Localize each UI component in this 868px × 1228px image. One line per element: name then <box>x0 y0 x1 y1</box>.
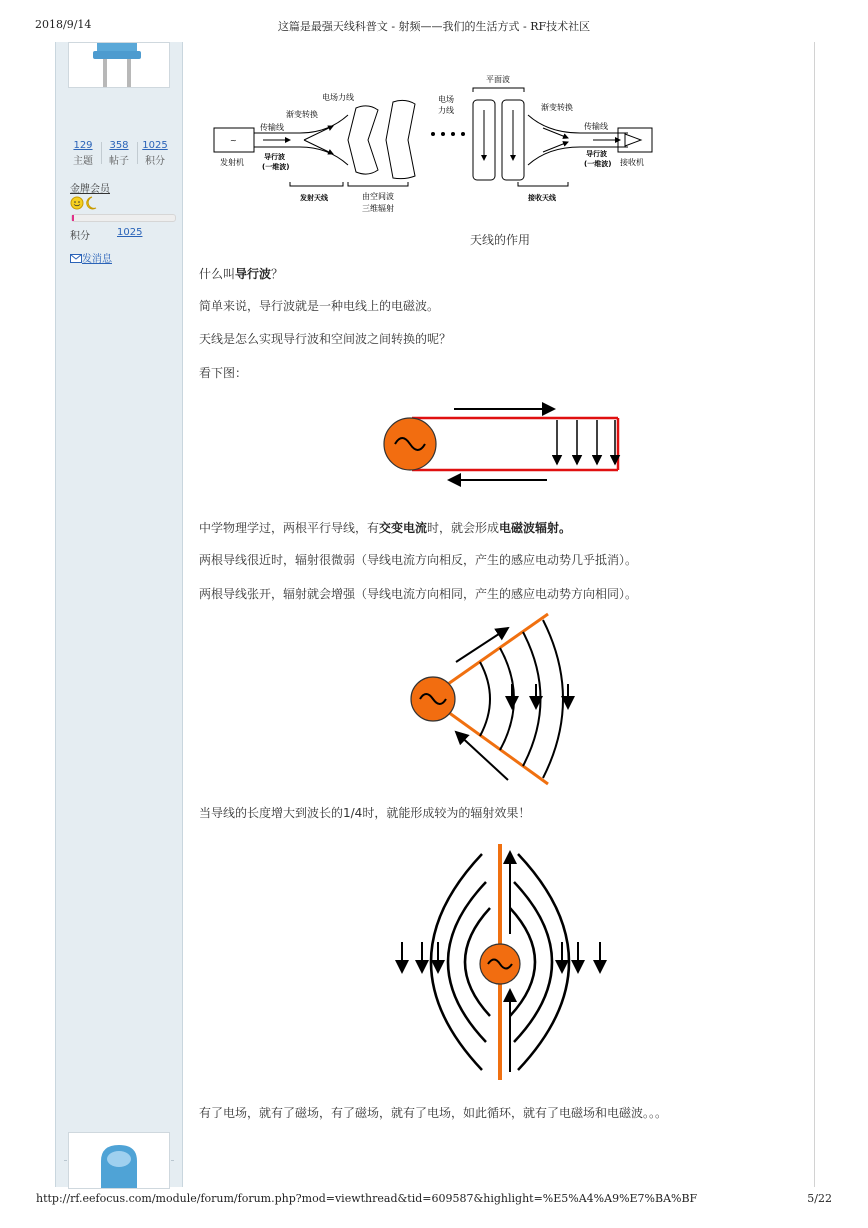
rx-antenna-label: 接收天线 <box>528 194 556 202</box>
plane-wave-label: 平面波 <box>486 75 510 84</box>
led-avatar-image <box>69 1133 169 1188</box>
avatar[interactable] <box>68 42 170 88</box>
receiver-box <box>618 128 652 152</box>
antenna-role-diagram <box>208 70 668 220</box>
print-header <box>0 18 868 34</box>
taper-left-label: 渐变转换 <box>286 110 318 119</box>
paragraph-conversion-question: 天线是怎么实现导行波和空间波之间转换的呢？ <box>199 332 452 346</box>
oned-left-label: (一维波) <box>262 163 290 171</box>
p1-text-a: 什么叫 <box>199 267 236 281</box>
paragraph-physics <box>199 519 571 536</box>
transmitter-label: 发射机 <box>220 158 244 167</box>
efield-mid-label-2: 力线 <box>438 106 454 115</box>
paragraph-open-wires: 两根导线张开，辐射就会增强（导线电流方向相同，产生的感应电动势方向相同）。 <box>199 587 638 601</box>
paragraph-guided-wave-question <box>199 265 283 282</box>
level-progress-fill <box>72 215 74 221</box>
p1-bold: 导行波 <box>235 267 272 281</box>
paragraph-definition: 简单来说，导行波就是一种电线上的电磁波。 <box>199 299 440 313</box>
p5-text-a: 中学物理学过，两根平行导线，有 <box>199 521 380 535</box>
print-date: 2018/9/14 <box>35 18 92 31</box>
stat-credits-value[interactable]: 1025 <box>142 140 168 151</box>
print-footer <box>0 1192 868 1208</box>
user-rank-link[interactable]: 金牌会员 <box>70 184 110 195</box>
print-url: http://rf.eefocus.com/module/forum/forum.php?mod=viewthread&tid=609587&highlight=%E5%A4%A9%E7%BA%BF <box>36 1192 698 1205</box>
efield-mid-label-1: 电场 <box>438 95 454 104</box>
p5-bold-radiation: 电磁波辐射。 <box>499 521 572 535</box>
print-page-number: 5/22 <box>807 1192 832 1205</box>
guided-right-label: 导行波 <box>586 150 607 158</box>
stat-posts-label: 帖子 <box>109 156 129 167</box>
level-progress-bar <box>71 214 176 222</box>
guided-left-label: 导行波 <box>264 153 285 161</box>
paragraph-em-wave: 有了电场，就有了磁场，有了磁场，就有了电场，如此循环，就有了电磁场和电磁波。。。 <box>199 1106 668 1120</box>
led-avatar-image <box>69 43 169 87</box>
credits-value[interactable]: 1025 <box>117 227 143 238</box>
space-wave-label-2: 三维辐射 <box>362 204 394 213</box>
oned-right-label: (一维波) <box>584 160 612 168</box>
space-wave-label-1: 由空间波 <box>362 192 394 201</box>
dipole-field-diagram <box>390 842 620 1082</box>
stat-posts[interactable] <box>102 140 136 167</box>
author-sidebar <box>55 42 183 1187</box>
stat-credits-label: 积分 <box>145 156 165 167</box>
p5-text-c: 时，就会形成 <box>427 521 500 535</box>
tline-right-label: 传输线 <box>584 122 608 131</box>
tline-left-label: 传输线 <box>260 123 284 132</box>
receiver-label: 接收机 <box>620 158 644 167</box>
paragraph-see-figure: 看下图： <box>199 366 248 380</box>
avatar[interactable] <box>68 1132 170 1189</box>
paragraph-quarter-wave: 当导线的长度增大到波长的1/4时，就能形成较为的辐射效果！ <box>199 806 531 820</box>
tx-antenna-label: 发射天线 <box>300 194 328 202</box>
credits-label: 积分 <box>70 231 90 242</box>
print-title: 这篇是最强天线科普文 - 射频——我们的生活方式 - RF技术社区 <box>277 20 591 33</box>
p1-text-c: ？ <box>271 267 284 281</box>
taper-right-label: 渐变转换 <box>541 103 573 112</box>
send-message-link[interactable] <box>70 250 112 265</box>
divider <box>814 42 815 1187</box>
paragraph-close-wires: 两根导线很近时，辐射很微弱（导线电流方向相反，产生的感应电动势几乎抵消）。 <box>199 553 638 567</box>
envelope-icon <box>70 254 82 263</box>
sun-moon-icon <box>70 196 100 210</box>
figure-caption: 天线的作用 <box>469 233 530 247</box>
tilde-label: ~ <box>230 136 237 145</box>
rank-icons <box>70 196 100 214</box>
stat-posts-value[interactable]: 358 <box>109 140 129 151</box>
stat-topics[interactable] <box>66 140 100 167</box>
send-message-label[interactable]: 发消息 <box>82 254 112 265</box>
p5-bold-ac: 交变电流 <box>379 521 428 535</box>
parallel-wires-diagram <box>382 400 642 490</box>
stat-topics-value[interactable]: 129 <box>73 140 93 151</box>
efield-left-label: 电场力线 <box>322 93 354 102</box>
opened-wires-diagram <box>408 612 588 792</box>
stat-credits[interactable] <box>138 140 172 167</box>
stat-topics-label: 主题 <box>73 156 93 167</box>
